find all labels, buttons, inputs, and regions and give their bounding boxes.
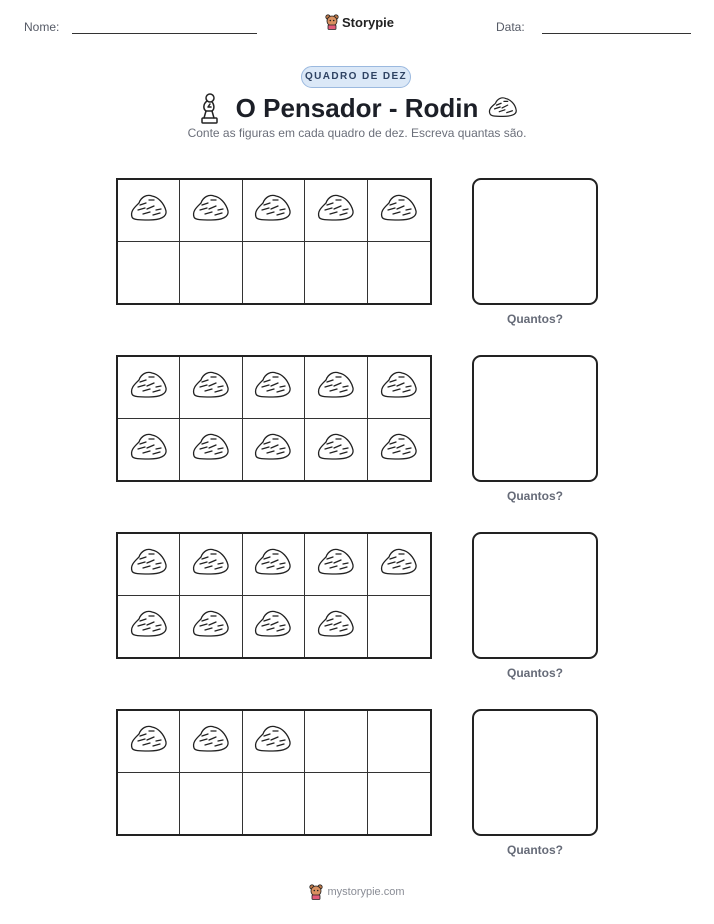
name-line[interactable] xyxy=(72,33,257,34)
ten-frame xyxy=(116,709,432,836)
ten-frame-cell xyxy=(180,711,242,773)
rock-icon xyxy=(253,431,293,468)
rock-icon xyxy=(191,608,231,645)
rock-icon xyxy=(129,723,169,760)
rock-icon xyxy=(129,431,169,468)
ten-frame-cell xyxy=(118,534,180,596)
rock-icon xyxy=(191,192,231,229)
answer-box[interactable] xyxy=(472,709,598,836)
ten-frame-cell xyxy=(180,534,242,596)
ten-frame xyxy=(116,532,432,659)
answer-box[interactable] xyxy=(472,355,598,482)
footer-url[interactable]: mystorypie.com xyxy=(327,886,405,898)
answer-label: Quantos? xyxy=(507,489,563,503)
ten-frame-cell xyxy=(243,242,305,304)
ten-frame-cell xyxy=(243,419,305,481)
ten-frame-cell xyxy=(305,242,367,304)
ten-frame-cell xyxy=(368,180,430,242)
answer-label: Quantos? xyxy=(507,843,563,857)
answer-box[interactable] xyxy=(472,532,598,659)
ten-frame-cell xyxy=(243,711,305,773)
ten-frame-cell xyxy=(243,596,305,658)
rock-icon xyxy=(379,369,419,406)
date-label: Data: xyxy=(496,20,525,34)
brand-name: Storypie xyxy=(342,14,395,30)
rock-icon xyxy=(316,546,356,583)
ten-frame-cell xyxy=(180,773,242,835)
rock-icon xyxy=(253,192,293,229)
answer-box[interactable] xyxy=(472,178,598,305)
ten-frame-cell xyxy=(243,534,305,596)
ten-frame-cell xyxy=(368,357,430,419)
answer-label: Quantos? xyxy=(507,666,563,680)
ten-frame-cell xyxy=(305,180,367,242)
rock-icon xyxy=(253,608,293,645)
ten-frame-cell xyxy=(305,534,367,596)
rock-icon xyxy=(253,369,293,406)
ten-frame-cell xyxy=(118,596,180,658)
worksheet-type-badge: QUADRO DE DEZ xyxy=(301,66,411,88)
rock-icon xyxy=(316,369,356,406)
ten-frame-cell xyxy=(118,773,180,835)
answer-label: Quantos? xyxy=(507,312,563,326)
ten-frame-cell xyxy=(243,357,305,419)
ten-frame-cell xyxy=(305,596,367,658)
name-label: Nome: xyxy=(24,20,60,34)
ten-frame-cell xyxy=(180,596,242,658)
ten-frame-cell xyxy=(368,596,430,658)
rock-icon xyxy=(488,95,518,119)
ten-frame-cell xyxy=(305,419,367,481)
ten-frame-cell xyxy=(118,180,180,242)
ten-frame-cell xyxy=(180,242,242,304)
ten-frame-cell xyxy=(368,534,430,596)
rock-icon xyxy=(191,431,231,468)
ten-frame-cell xyxy=(118,711,180,773)
ten-frame-cell xyxy=(180,357,242,419)
ten-frame-cell xyxy=(368,711,430,773)
rock-icon xyxy=(379,192,419,229)
rock-icon xyxy=(129,546,169,583)
ten-frame-cell xyxy=(368,242,430,304)
footer xyxy=(0,884,714,900)
rock-icon xyxy=(191,546,231,583)
ten-frame-cell xyxy=(118,357,180,419)
ten-frame xyxy=(116,178,432,305)
ten-frame-cell xyxy=(368,419,430,481)
brand-logo xyxy=(325,14,394,30)
ten-frame-cell xyxy=(180,180,242,242)
rock-icon xyxy=(129,608,169,645)
ten-frame-cell xyxy=(305,711,367,773)
ten-frame-cell xyxy=(305,357,367,419)
rock-icon xyxy=(129,369,169,406)
ten-frame-cell xyxy=(243,180,305,242)
rock-icon xyxy=(129,192,169,229)
instructions: Conte as figuras em cada quadro de dez. Escreva quantas são. xyxy=(187,126,527,140)
bear-icon xyxy=(309,884,323,900)
ten-frame xyxy=(116,355,432,482)
rock-icon xyxy=(379,431,419,468)
rock-icon xyxy=(191,369,231,406)
ten-frame-cell xyxy=(180,419,242,481)
ten-frame-cell xyxy=(243,773,305,835)
date-line[interactable] xyxy=(542,33,691,34)
rock-icon xyxy=(316,192,356,229)
ten-frame-cell xyxy=(118,242,180,304)
rock-icon xyxy=(316,608,356,645)
rock-icon xyxy=(316,431,356,468)
bear-icon xyxy=(325,14,339,30)
rock-icon xyxy=(253,723,293,760)
rock-icon xyxy=(191,723,231,760)
ten-frame-cell xyxy=(368,773,430,835)
ten-frame-cell xyxy=(305,773,367,835)
rock-icon xyxy=(379,546,419,583)
rock-icon xyxy=(253,546,293,583)
ten-frame-cell xyxy=(118,419,180,481)
page-title: O Pensador - Rodin xyxy=(235,93,479,123)
